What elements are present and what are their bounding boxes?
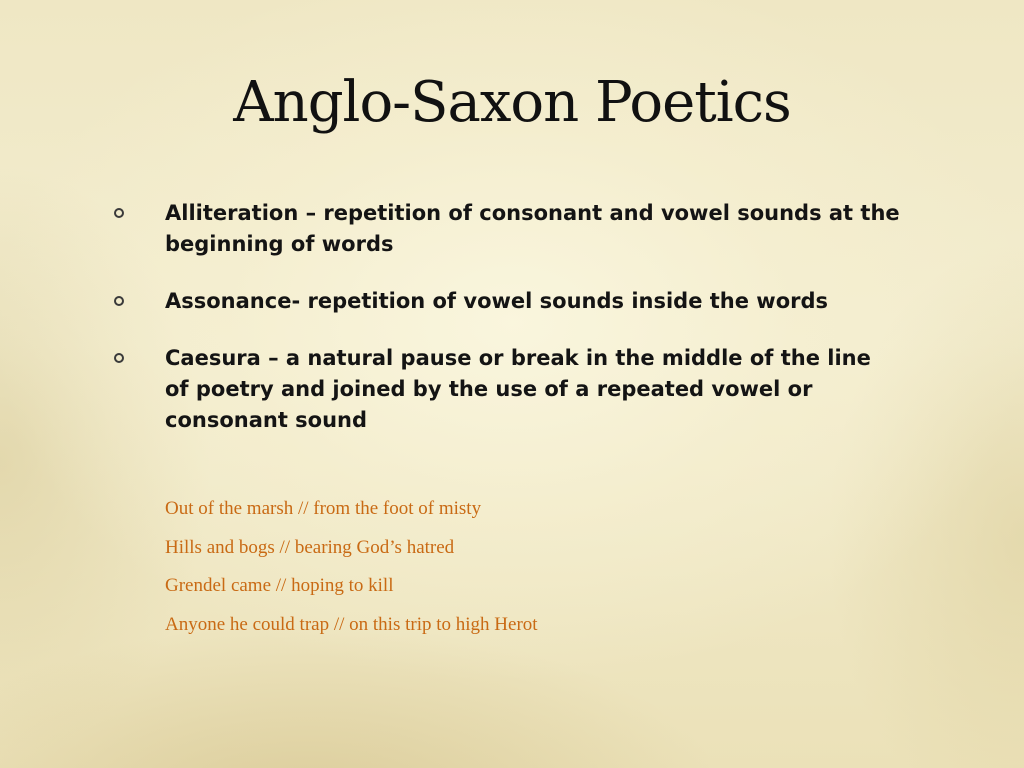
bullet-item-caesura xyxy=(110,343,900,436)
bullet-text: Alliteration – repetition of consonant and vowel sounds at the beginning of words xyxy=(165,201,900,256)
verse-line: Anyone he could trap // on this trip to high Herot xyxy=(165,613,538,635)
hollow-circle-icon xyxy=(114,208,124,218)
bullet-item-assonance xyxy=(110,286,900,317)
verse-line: Grendel came // hoping to kill xyxy=(165,575,394,596)
verse-line: Out of the marsh // from the foot of misty xyxy=(165,498,482,519)
bullet-item-alliteration xyxy=(110,198,900,260)
verse-line: Hills and bogs // bearing God’s hatred xyxy=(165,536,455,558)
hollow-circle-icon xyxy=(114,353,124,363)
slide-title: Anglo-Saxon Poetics xyxy=(233,70,791,135)
bullet-text: Assonance- repetition of vowel sounds inside the words xyxy=(165,289,829,313)
hollow-circle-icon xyxy=(114,296,124,306)
verse-example xyxy=(165,490,538,644)
bullet-text: Caesura – a natural pause or break in the middle of the line of poetry and joined by the use of a repeated vowel or consonant sound xyxy=(165,346,871,432)
bullet-list xyxy=(110,198,900,462)
